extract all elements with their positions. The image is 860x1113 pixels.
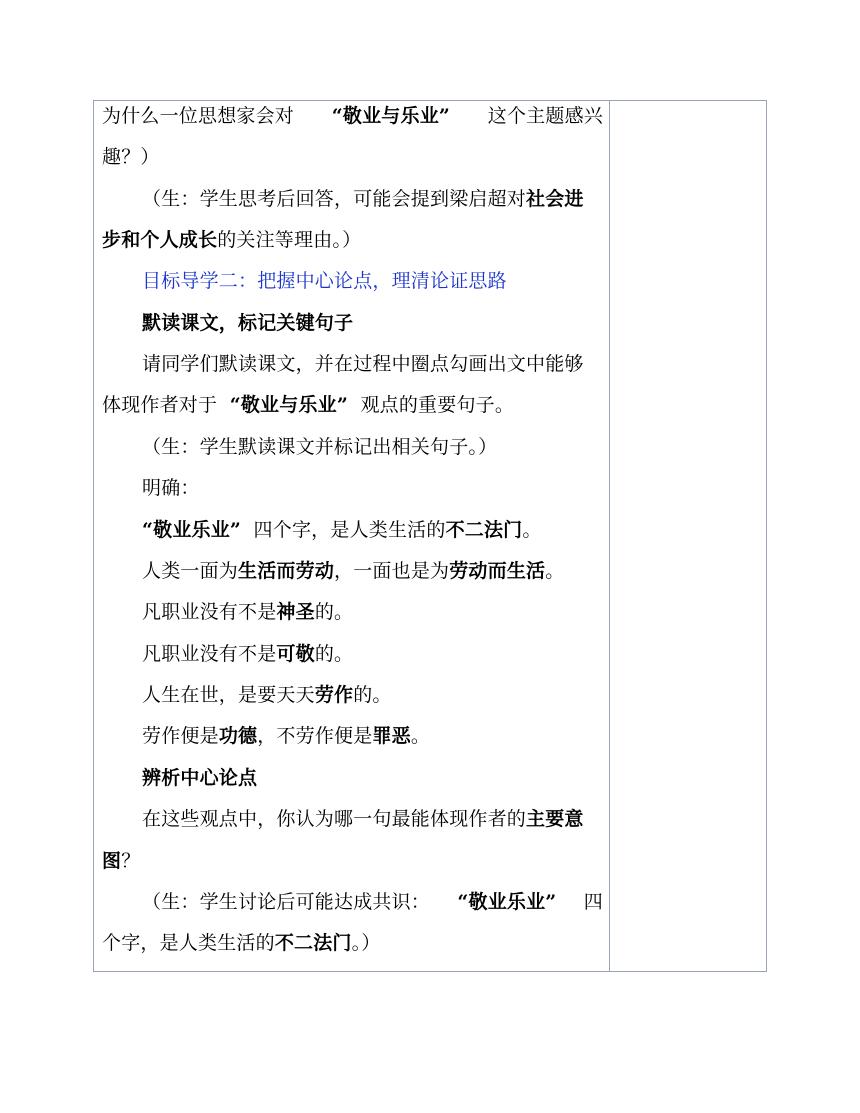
bold-text: 生活而劳动 (238, 560, 335, 582)
bold-text: 默读课文，标记关键句子 (142, 312, 354, 334)
bold-quote: “敬业乐业” (457, 891, 557, 913)
paragraph-line (102, 103, 603, 129)
text: 人类一面为 (142, 560, 239, 582)
lesson-table (93, 100, 767, 972)
text: 请同学们默读课文，并在过程中圈点勾画出文中能够 (142, 353, 584, 375)
paragraph-line (102, 641, 603, 667)
bold-text: 不二法门 (445, 519, 523, 541)
paragraph-line (102, 682, 603, 708)
paragraph-line (102, 558, 603, 584)
bold-text: 图 (102, 850, 122, 872)
paragraph-line (102, 723, 603, 749)
paragraph-line: （生：学生默读课文并标记出相关句子。） (142, 436, 498, 458)
text: 。） (351, 932, 381, 954)
text: 的。 (314, 643, 354, 665)
paragraph-line (102, 599, 603, 625)
text: 四个字，是人类生活的 (253, 519, 446, 541)
bold-text: 辨析中心论点 (142, 767, 258, 789)
text: （生：学生讨论后可能达成共识： (142, 891, 431, 913)
paragraph-line (102, 351, 603, 377)
text: 体现作者对于 (102, 394, 218, 416)
text: 的。 (353, 684, 392, 706)
bold-text: 步和个人成长 (102, 229, 218, 251)
subheading-read (102, 310, 603, 336)
text: 观点的重要句子。 (360, 394, 515, 416)
bold-text: 劳动而生活 (449, 560, 546, 582)
text: 凡职业没有不是 (142, 601, 277, 623)
paragraph-line (102, 186, 603, 212)
notes-cell (610, 101, 766, 971)
text: 四 (583, 891, 603, 913)
bold-text: 社会进 (526, 188, 584, 210)
bold-text: 劳作 (314, 684, 354, 706)
text: 劳作便是 (142, 725, 219, 747)
bold-text: 功德 (218, 725, 258, 747)
bold-text: 不二法门 (274, 932, 352, 954)
bold-text: 神圣 (276, 601, 315, 623)
paragraph-line (102, 806, 603, 832)
text: 。 (545, 560, 565, 582)
text: 在这些观点中，你认为哪一句最能体现作者的 (142, 808, 527, 830)
text: 凡职业没有不是 (142, 643, 277, 665)
text: ？ (121, 850, 141, 872)
text: 。 (410, 725, 431, 747)
text: 趣？） (102, 146, 160, 168)
bold-text: 主要意 (526, 808, 584, 830)
text: ，不劳作便是 (257, 725, 373, 747)
text: ，一面也是为 (334, 560, 450, 582)
bold-text: 可敬 (276, 643, 315, 665)
subheading-analyze (102, 765, 603, 791)
paragraph-line (102, 227, 603, 253)
text: 个字，是人类生活的 (102, 932, 275, 954)
text: 人生在世，是要天天 (142, 684, 315, 706)
paragraph-line: 明确： (142, 477, 200, 499)
text: 为什么一位思想家会对 (102, 105, 295, 127)
text: 的关注等理由。） (217, 229, 362, 251)
paragraph-line (102, 889, 603, 915)
paragraph-line (102, 517, 603, 543)
text: 这个主题感兴 (487, 105, 603, 127)
section-heading-goal2: 目标导学二：把握中心论点，理清论证思路 (142, 270, 507, 292)
bold-text: 罪恶 (372, 725, 411, 747)
paragraph-line (102, 848, 603, 874)
text: 。 (522, 519, 542, 541)
bold-quote: “敬业与乐业” (331, 105, 451, 127)
paragraph-line (102, 392, 603, 418)
bold-quote: “敬业乐业” (142, 519, 242, 541)
text: 的。 (314, 601, 354, 623)
paragraph-line (102, 930, 603, 956)
text: （生：学生思考后回答，可能会提到梁启超对 (142, 188, 527, 210)
paragraph-line (102, 144, 603, 170)
bold-quote: “敬业与乐业” (229, 394, 348, 416)
content-cell (94, 101, 610, 971)
